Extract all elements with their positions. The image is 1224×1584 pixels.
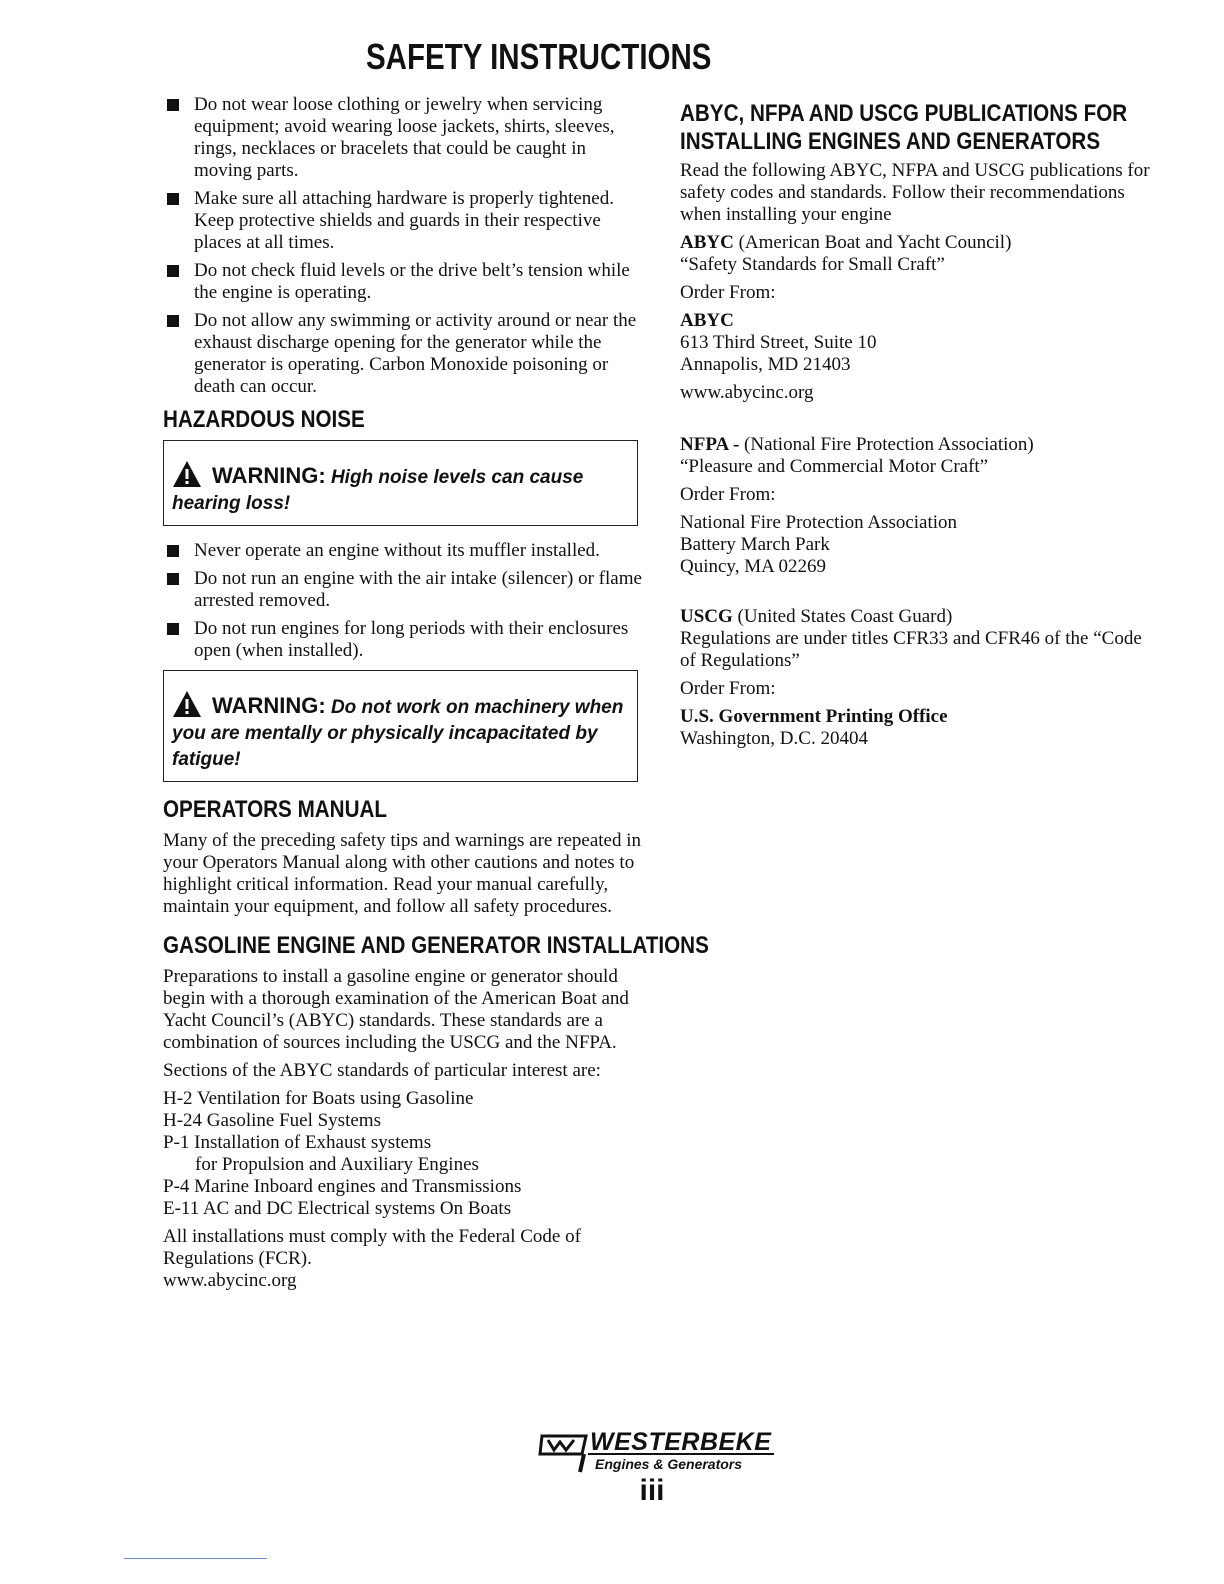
- right-column: [680, 100, 1160, 750]
- abyc-block: ABYC (American Boat and Yacht Council) “Safety Standards for Small Craft” Order From: ABYC 613 Third Street, Suite 10 Annapolis, MD 21403 www.abycinc.org: [680, 232, 1160, 404]
- bullet-square-icon: [167, 193, 179, 205]
- warning-triangle-icon: [172, 459, 202, 489]
- bullet-square-icon: [167, 99, 179, 111]
- list-item: Make sure all attaching hardware is properly tightened. Keep protective shields and guards in their respective places at all times.: [163, 188, 643, 254]
- uscg-name: USCG: [680, 606, 733, 627]
- brand-name: WESTERBEKE: [590, 1428, 772, 1456]
- gasoline-installations-heading: GASOLINE ENGINE AND GENERATOR INSTALLATIONS: [163, 932, 709, 959]
- abyc-url: www.abycinc.org: [163, 1270, 297, 1291]
- list-item: Do not wear loose clothing or jewelry when servicing equipment; avoid wearing loose jackets, shirts, sleeves, rings, necklaces or bracelets that could be caught in moving parts.: [163, 94, 643, 182]
- publications-intro: Read the following ABYC, NFPA and USCG publications for safety codes and standards. Follow their recommendations when installing your engine: [680, 160, 1150, 225]
- list-item: for Propulsion and Auxiliary Engines: [195, 1154, 479, 1175]
- warning-text: Do not work on machinery when you are mentally or physically incapacitated by fatigue!: [172, 697, 624, 770]
- list-item: Never operate an engine without its muffler installed.: [163, 540, 643, 562]
- list-item: E-11 AC and DC Electrical systems On Boats: [163, 1198, 512, 1219]
- left-column: [163, 94, 709, 1292]
- warning-text: High noise levels can cause hearing loss!: [172, 467, 584, 514]
- page-number: iii: [639, 1474, 665, 1507]
- standards-list: [163, 1088, 643, 1220]
- brand-tagline: Engines & Generators: [595, 1456, 743, 1472]
- gasoline-installations-text: Preparations to install a gasoline engine or generator should begin with a thorough examination of the American Boat and Yacht Council’s (ABYC) standards. These standards are a combination of sources including the USCG and the NFPA.: [163, 966, 629, 1053]
- list-item: Do not check fluid levels or the drive belt’s tension while the engine is operating.: [163, 260, 643, 304]
- list-item: Do not run engines for long periods with their enclosures open (when installed).: [163, 618, 643, 662]
- bullet-square-icon: [167, 623, 179, 635]
- list-item: H-24 Gasoline Fuel Systems: [163, 1110, 381, 1131]
- warning-label: WARNING:: [212, 463, 326, 488]
- list-item: Do not run an engine with the air intake (silencer) or flame arrested removed.: [163, 568, 643, 612]
- operators-manual-heading: OPERATORS MANUAL: [163, 796, 387, 823]
- list-item: Do not allow any swimming or activity around or near the exhaust discharge opening for the generator while the generator is operating. Carbon Monoxide poisoning or death can occur.: [163, 310, 643, 398]
- bullet-square-icon: [167, 315, 179, 327]
- sections-intro: Sections of the ABYC standards of particular interest are:: [163, 1060, 601, 1081]
- westerbeke-logo: [538, 1428, 788, 1478]
- uscg-block: USCG (United States Coast Guard) Regulations are under titles CFR33 and CFR46 of the “Code of Regulations” Order From: U.S. Government Printing Office Washington, D.C. 20404: [680, 606, 1142, 749]
- warning-triangle-icon: [172, 689, 202, 719]
- abyc-name: ABYC: [680, 232, 734, 253]
- list-item: P-4 Marine Inboard engines and Transmissions: [163, 1176, 522, 1197]
- warning-box-fatigue: [163, 670, 638, 782]
- bullet-square-icon: [167, 265, 179, 277]
- publications-heading: ABYC, NFPA AND USCG PUBLICATIONS FOR INSTALLING ENGINES AND GENERATORS: [680, 100, 1128, 155]
- bullet-square-icon: [167, 545, 179, 557]
- noise-bullet-list: [163, 540, 643, 662]
- comply-text: All installations must comply with the Federal Code of Regulations (FCR).: [163, 1226, 581, 1269]
- list-item: P-1 Installation of Exhaust systems: [163, 1132, 432, 1153]
- operators-manual-text: Many of the preceding safety tips and warnings are repeated in your Operators Manual along with other cautions and notes to highlight critical information. Read your manual carefully, maintain your equipment, and follow all safety procedures.: [163, 830, 641, 917]
- warning-label: WARNING:: [212, 693, 326, 718]
- list-item: H-2 Ventilation for Boats using Gasoline: [163, 1088, 474, 1109]
- nfpa-block: NFPA - (National Fire Protection Association) “Pleasure and Commercial Motor Craft” Order From: National Fire Protection Association Battery March Park Quincy, MA 02269: [680, 434, 1034, 577]
- bullet-square-icon: [167, 573, 179, 585]
- page-title: SAFETY INSTRUCTIONS: [365, 36, 712, 77]
- warning-box-noise: [163, 440, 638, 526]
- hazardous-noise-heading: HAZARDOUS NOISE: [163, 406, 365, 433]
- nfpa-name: NFPA -: [680, 434, 740, 455]
- abyc-url: www.abycinc.org: [680, 382, 814, 403]
- safety-bullet-list: [163, 94, 643, 398]
- footer-rule: [124, 1558, 267, 1559]
